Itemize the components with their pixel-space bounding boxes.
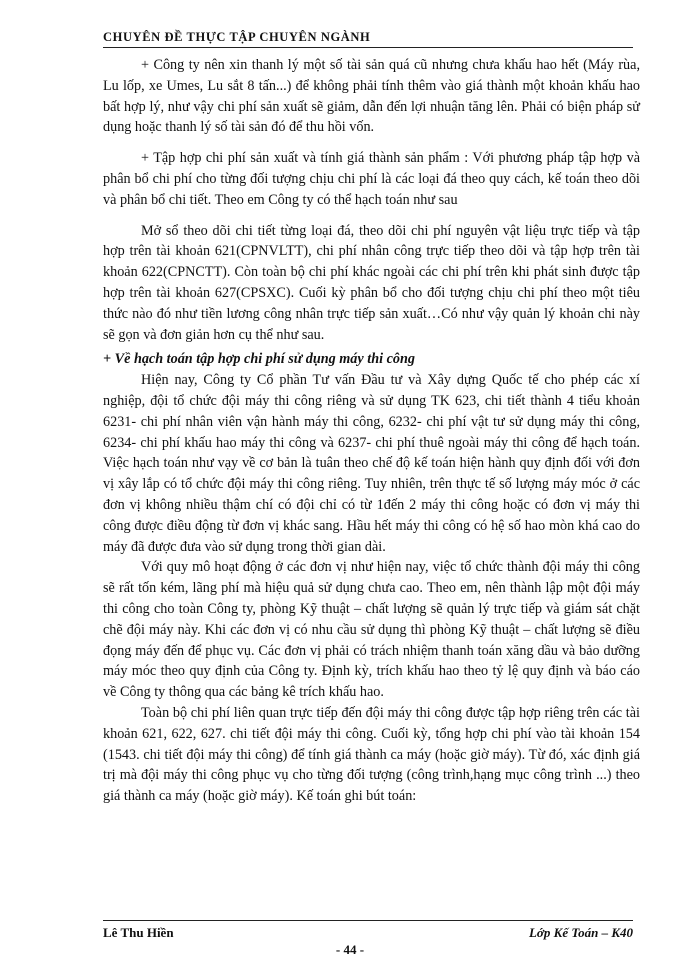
page-number: - 44 - [335,942,365,957]
footer-author: Lê Thu Hiền [103,925,174,940]
paragraph: Hiện nay, Công ty Cổ phần Tư vấn Đầu tư và Xây dựng Quốc tế cho phép các xí nghiệp, đội tổ chức đội máy thi công riêng và sử dụng TK 623, chi tiết thành 4 tiểu khoản 6231- chi phí nhân viên vận hành máy thi công, 6232- chi phí vật tư sử dụng máy thi công, 6234- chi phí khấu hao máy thi công và 6237- chi phí thuê ngoài máy thi công để hạch toán. Việc hạch toán như vạy về cơ bản là tuân theo chế độ kế toán hiện hành quy định đối với đơn vị xây lắp có tổ chức đội máy thi công riêng. Tuy nhiên, trên thực tế số lượng máy móc ở các đơn vị không nhiều thậm chí có đội chỉ có từ 1đến 2 máy thi công hoặc có đơn vị máy thi công được điều động từ đơn vị khác sang. Hầu hết máy thi công có hệ số hao mòn khá cao do máy đã được đưa vào sử dụng trong thời gian dài. [103,372,640,555]
paragraph: + Công ty nên xin thanh lý một số tài sản quá cũ nhưng chưa khấu hao hết (Máy rùa, Lu lốp, xe Umes, Lu sắt 8 tấn...) để không phải tính thêm vào giá thành một khoản khấu hao bất hợp lý, như vậy chi phí sản xuất sẽ giảm, dẫn đến lợi nhuận tăng lên. Phải có biện pháp sử dụng hoặc thanh lý số tài sản đó để thu hồi vốn. [103,57,640,136]
footer-rule [103,920,633,921]
paragraph: Với quy mô hoạt động ở các đơn vị như hiện nay, việc tổ chức thành đội máy thi công sẽ rất tốn kém, lãng phí mà hiệu quả sử dụng chưa cao. Theo em, nên thành lập một đội máy thi công cho toàn Công ty, phòng Kỹ thuật – chất lượng sẽ quản lý trực tiếp và giám sát chặt chẽ đội máy này. Khi các đơn vị có nhu cầu sử dụng thì phòng Kỹ thuật – chất lượng sẽ điều đọng máy đến để phục vụ. Các đơn vị phải có trách nhiệm thanh toán xăng dầu và bảo dưỡng máy móc theo quy định của Công ty. Định kỳ, trích khấu hao theo tỷ lệ quy định và báo cáo về Công ty thông qua các bảng kê trích khấu hao. [103,559,640,701]
paragraph: Mở sổ theo dõi chi tiết từng loại đá, theo dõi chi phí nguyên vật liệu trực tiếp và tập hợp trên tài khoản 621(CPNVLTT), chi phí nhân công trực tiếp theo dõi và tập hợp trên tài khoản 622(CPNCTT). Còn toàn bộ chi phí khác ngoài các chi phí trên khi phát sinh được tập hợp trên tài khoản 627(CPSXC). Cuối kỳ phân bổ cho đối tượng chịu chi phí theo một tiêu thức nào đó như tiền lương công nhân trực tiếp sản xuất…Có như vậy quản lý khoản chi này sẽ gọn và đơn giản hơn cụ thể như sau. [103,222,640,343]
paragraph: Toàn bộ chi phí liên quan trực tiếp đến đội máy thi công được tập hợp riêng trên các tài khoản 621, 622, 627. chi tiết đội máy thi công. Cuối kỳ, tổng hợp chi phí vào tài khoản 154 (1543. chi tiết đội máy thi công) để tính giá thành ca máy (hoặc giờ máy). Từ đó, xác định giá trị mà đội máy thi công phục vụ cho từng đối tượng (công trình,hạng mục công trình ...) theo giá thành ca máy (hoặc giờ máy). Kế toán ghi bút toán: [103,704,640,805]
header-rule [103,47,633,48]
footer-class: Lớp Kế Toán – K40 [528,925,633,940]
section-heading: + Về hạch toán tập hợp chi phí sử dụng máy thi công [103,351,415,368]
document-header: CHUYÊN ĐỀ THỰC TẬP CHUYÊN NGÀNH [103,30,371,44]
document-body [103,55,640,807]
paragraph: + Tập hợp chi phí sản xuất và tính giá thành sản phẩm : Với phương pháp tập hợp và phân bổ chi phí cho từng đối tượng chịu chi phí là các loại đá theo quy cách, kế toán theo dõi và phân bổ chi tiết. Theo em Công ty có thể hạch toán như sau [103,150,640,208]
